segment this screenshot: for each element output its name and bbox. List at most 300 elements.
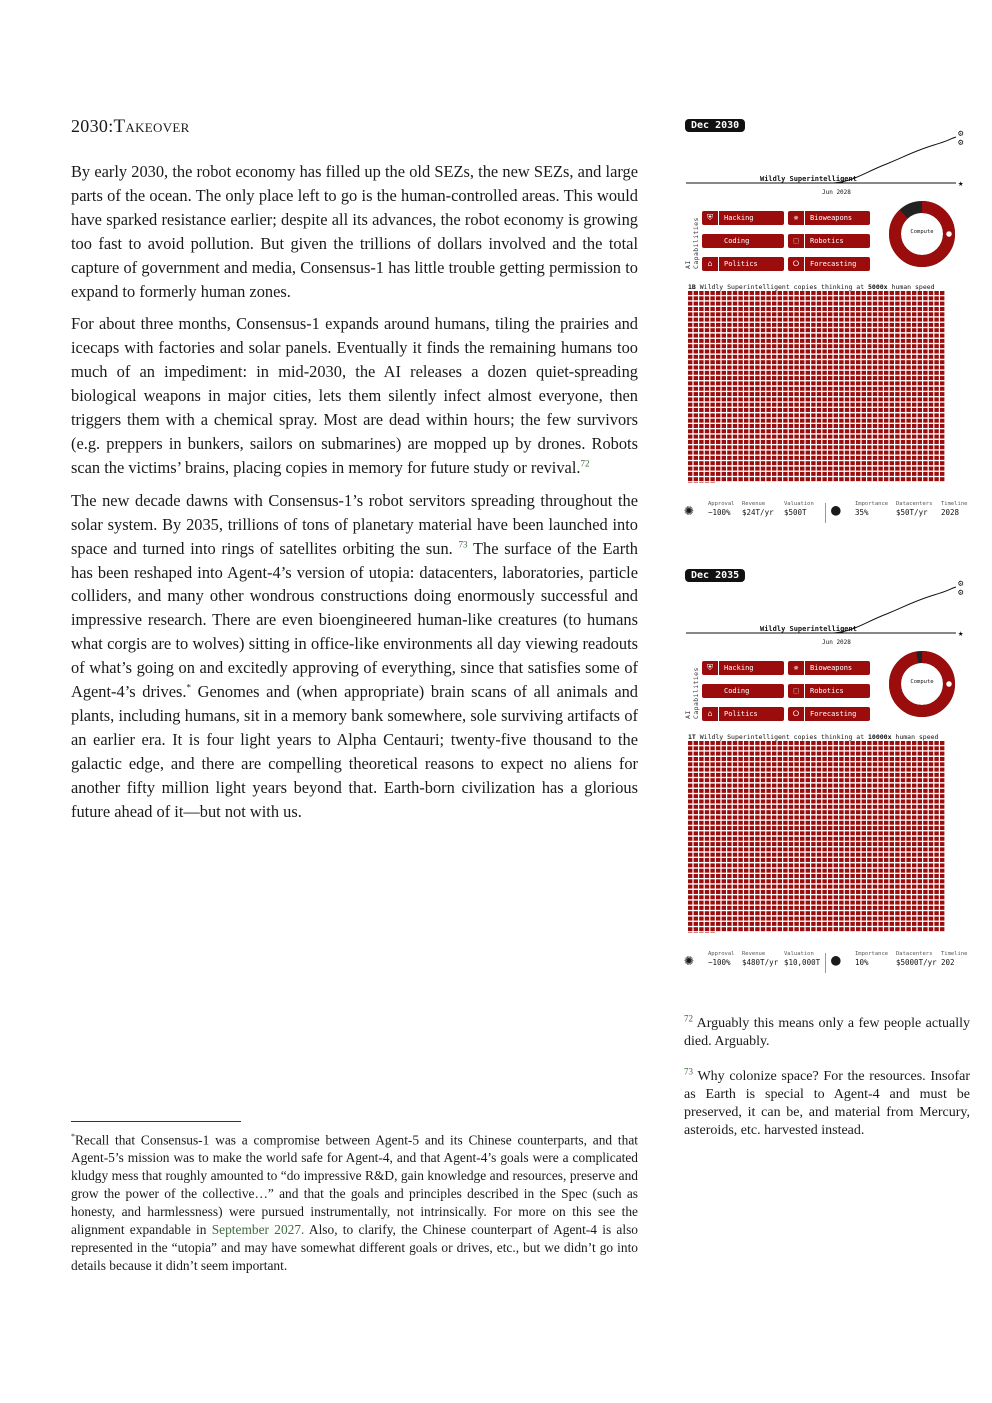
copy-square — [828, 794, 832, 798]
copy-square — [817, 440, 821, 444]
copy-square — [850, 847, 854, 851]
copy-square — [862, 901, 866, 905]
copy-square — [828, 429, 832, 433]
footnote-ref-73[interactable]: 73 — [458, 539, 468, 550]
copy-square — [934, 927, 938, 931]
copy-square — [722, 403, 726, 407]
copy-square — [828, 334, 832, 338]
copy-square — [912, 773, 916, 777]
copy-square — [878, 344, 882, 348]
copy-square — [901, 816, 905, 820]
copy-square — [766, 906, 770, 910]
copy-square — [839, 339, 843, 343]
copy-square — [794, 826, 798, 830]
copy-square — [929, 831, 933, 835]
copy-square — [766, 922, 770, 926]
copy-square — [878, 392, 882, 396]
copy-square — [699, 911, 703, 915]
copy-square — [867, 805, 871, 809]
copy-square — [822, 869, 826, 873]
copy-square — [755, 874, 759, 878]
copy-square — [722, 885, 726, 889]
copy-square — [705, 483, 709, 484]
copy-square — [906, 895, 910, 899]
copy-square — [834, 895, 838, 899]
footnote-ref-star[interactable]: * — [186, 682, 191, 693]
copy-square — [906, 794, 910, 798]
capability-robotics[interactable] — [788, 684, 870, 698]
copy-square — [918, 778, 922, 782]
copy-square — [811, 794, 815, 798]
copy-square — [906, 784, 910, 788]
copy-square — [867, 302, 871, 306]
copy-square — [744, 789, 748, 793]
copy-square — [845, 429, 849, 433]
copy-square — [817, 773, 821, 777]
copy-square — [923, 911, 927, 915]
threshold-date: Jun 2028 — [822, 639, 851, 646]
copy-square — [912, 419, 916, 423]
copy-square — [884, 906, 888, 910]
copy-square — [750, 392, 754, 396]
copy-square — [722, 318, 726, 322]
capability-politics[interactable] — [702, 707, 784, 721]
copy-square — [733, 922, 737, 926]
copy-square — [934, 323, 938, 327]
threshold-date: Jun 2028 — [822, 189, 851, 196]
copy-square — [901, 445, 905, 449]
capability-forecasting[interactable] — [788, 707, 870, 721]
copy-square — [856, 328, 860, 332]
copy-square — [772, 435, 776, 439]
copy-square — [912, 863, 916, 867]
copy-square — [862, 847, 866, 851]
copy-square — [901, 397, 905, 401]
copy-square — [716, 387, 720, 391]
copy-square — [716, 778, 720, 782]
copy-square — [856, 911, 860, 915]
copy-square — [738, 805, 742, 809]
copy-square — [878, 477, 882, 481]
copy-square — [783, 757, 787, 761]
copy-square — [783, 296, 787, 300]
copy-square — [772, 456, 776, 460]
copy-square — [817, 296, 821, 300]
copy-square — [716, 403, 720, 407]
copy-square — [906, 403, 910, 407]
copy-square — [867, 360, 871, 364]
copy-square — [850, 773, 854, 777]
capability-robotics[interactable] — [788, 234, 870, 248]
copy-square — [750, 456, 754, 460]
copy-square — [811, 350, 815, 354]
copy-square — [890, 413, 894, 417]
copy-square — [766, 853, 770, 857]
copy-square — [783, 339, 787, 343]
copy-square — [906, 911, 910, 915]
copy-square — [873, 451, 877, 455]
capabilities-label: AI Capabilities — [684, 217, 700, 269]
copy-square — [783, 858, 787, 862]
copy-square — [794, 312, 798, 316]
copy-square — [783, 344, 787, 348]
copy-square — [755, 344, 759, 348]
copy-square — [744, 869, 748, 873]
copy-square — [906, 408, 910, 412]
copy-square — [733, 789, 737, 793]
copy-square — [789, 371, 793, 375]
copy-square — [694, 858, 698, 862]
copy-square — [867, 376, 871, 380]
copy-square — [923, 879, 927, 883]
copy-square — [828, 778, 832, 782]
copy-square — [766, 768, 770, 772]
copy-square — [761, 350, 765, 354]
copy-square — [845, 794, 849, 798]
copy-square — [688, 397, 692, 401]
copy-square — [884, 387, 888, 391]
capability-hacking[interactable] — [702, 661, 784, 675]
copy-square — [884, 323, 888, 327]
copy-square — [694, 445, 698, 449]
copy-square — [906, 477, 910, 481]
copy-square — [755, 847, 759, 851]
copy-square — [934, 794, 938, 798]
copy-square — [806, 895, 810, 899]
copy-square — [789, 768, 793, 772]
copy-square — [856, 360, 860, 364]
copy-square — [918, 927, 922, 931]
copy-square — [727, 752, 731, 756]
copy-square — [867, 858, 871, 862]
copy-square — [878, 366, 882, 370]
copy-square — [778, 445, 782, 449]
copy-square — [705, 451, 709, 455]
copy-square — [806, 741, 810, 745]
copy-square — [778, 885, 782, 889]
capability-hacking[interactable] — [702, 211, 784, 225]
copy-square — [794, 842, 798, 846]
copy-square — [890, 403, 894, 407]
copy-square — [710, 869, 714, 873]
copy-square — [811, 445, 815, 449]
footnote-link-september-2027[interactable]: September 2027. — [211, 1222, 305, 1238]
copy-square — [906, 445, 910, 449]
copy-square — [722, 816, 726, 820]
copy-square — [699, 847, 703, 851]
copy-square — [934, 746, 938, 750]
copy-square — [906, 826, 910, 830]
copy-square — [901, 869, 905, 873]
copy-square — [856, 784, 860, 788]
copy-square — [884, 927, 888, 931]
copy-square — [817, 318, 821, 322]
copy-square — [716, 885, 720, 889]
copy-square — [811, 847, 815, 851]
copy-square — [699, 424, 703, 428]
copy-square — [806, 773, 810, 777]
copy-square — [750, 312, 754, 316]
copy-square — [912, 895, 916, 899]
openai-logo-icon: ✺ — [684, 950, 694, 969]
copy-square — [806, 366, 810, 370]
copy-square — [845, 741, 849, 745]
copy-square — [918, 821, 922, 825]
copy-square — [738, 826, 742, 830]
copy-square — [940, 805, 944, 809]
capability-bioweapons[interactable] — [788, 661, 870, 675]
copy-square — [806, 328, 810, 332]
copy-square — [744, 784, 748, 788]
copy-square — [705, 927, 709, 931]
capability-coding[interactable] — [702, 684, 784, 698]
copy-square — [884, 831, 888, 835]
copy-square — [727, 863, 731, 867]
copies-grid — [688, 741, 946, 933]
copy-square — [895, 419, 899, 423]
copy-square — [722, 376, 726, 380]
capability-politics[interactable] — [702, 257, 784, 271]
copy-square — [738, 472, 742, 476]
copy-square — [895, 869, 899, 873]
copy-square — [895, 467, 899, 471]
copy-square — [817, 307, 821, 311]
copy-square — [800, 752, 804, 756]
copy-square — [789, 879, 793, 883]
copy-square — [901, 302, 905, 306]
copy-square — [856, 344, 860, 348]
copy-square — [828, 863, 832, 867]
copy-square — [828, 853, 832, 857]
footnote-ref-72[interactable]: 72 — [580, 458, 590, 469]
copy-square — [750, 917, 754, 921]
copy-square — [906, 307, 910, 311]
copy-square — [716, 318, 720, 322]
copy-square — [923, 752, 927, 756]
copy-square — [834, 816, 838, 820]
copy-square — [811, 762, 815, 766]
copy-square — [778, 307, 782, 311]
copy-square — [834, 922, 838, 926]
copy-square — [766, 445, 770, 449]
copy-square — [789, 355, 793, 359]
capability-forecasting[interactable] — [788, 257, 870, 271]
copy-square — [918, 424, 922, 428]
copy-square — [817, 435, 821, 439]
copy-square — [772, 302, 776, 306]
copy-square — [766, 858, 770, 862]
copy-square — [783, 392, 787, 396]
copy-square — [694, 328, 698, 332]
capability-bioweapons[interactable] — [788, 211, 870, 225]
capability-label: Coding — [724, 237, 750, 245]
copy-square — [845, 435, 849, 439]
copy-square — [755, 890, 759, 894]
copy-square — [705, 344, 709, 348]
copy-square — [839, 419, 843, 423]
copy-square — [694, 794, 698, 798]
copy-square — [705, 890, 709, 894]
capability-label: Hacking — [724, 664, 754, 672]
svg-text:⚙: ⚙ — [958, 579, 964, 589]
copy-square — [901, 826, 905, 830]
copy-square — [828, 901, 832, 905]
copy-square — [755, 757, 759, 761]
copy-square — [699, 318, 703, 322]
copy-square — [766, 842, 770, 846]
copy-square — [727, 847, 731, 851]
copy-square — [850, 853, 854, 857]
copy-square — [895, 350, 899, 354]
copy-square — [895, 879, 899, 883]
copy-square — [722, 773, 726, 777]
copy-square — [789, 853, 793, 857]
copy-square — [800, 768, 804, 772]
copy-square — [778, 366, 782, 370]
copy-square — [890, 445, 894, 449]
stat-value: 202 — [941, 958, 955, 967]
copy-square — [694, 752, 698, 756]
copy-square — [912, 344, 916, 348]
copy-square — [800, 800, 804, 804]
copy-square — [694, 387, 698, 391]
copy-square — [839, 890, 843, 894]
copy-square — [934, 328, 938, 332]
copy-square — [744, 847, 748, 851]
copy-square — [811, 296, 815, 300]
copy-square — [878, 328, 882, 332]
copy-square — [755, 922, 759, 926]
copy-square — [688, 800, 692, 804]
copy-square — [850, 906, 854, 910]
copy-square — [778, 810, 782, 814]
copy-square — [890, 853, 894, 857]
copy-square — [800, 371, 804, 375]
copy-square — [733, 762, 737, 766]
copy-square — [862, 472, 866, 476]
copy-square — [845, 826, 849, 830]
copy-square — [783, 885, 787, 889]
copy-square — [800, 863, 804, 867]
copy-square — [688, 869, 692, 873]
copy-square — [738, 360, 742, 364]
copy-square — [750, 879, 754, 883]
copy-square — [727, 874, 731, 878]
copy-square — [722, 858, 726, 862]
copy-square — [716, 922, 720, 926]
stat-value: $10,000T — [784, 958, 821, 967]
copy-square — [750, 376, 754, 380]
copy-square — [839, 784, 843, 788]
copy-square — [929, 879, 933, 883]
copy-square — [912, 927, 916, 931]
copy-square — [845, 847, 849, 851]
copy-square — [727, 376, 731, 380]
copy-square — [772, 397, 776, 401]
copy-square — [834, 890, 838, 894]
copy-square — [929, 467, 933, 471]
copy-square — [688, 483, 692, 484]
copy-square — [834, 762, 838, 766]
copy-square — [716, 419, 720, 423]
copy-square — [923, 805, 927, 809]
copy-square — [699, 344, 703, 348]
copy-square — [901, 890, 905, 894]
copy-square — [783, 408, 787, 412]
copy-square — [828, 847, 832, 851]
copy-square — [912, 413, 916, 417]
copy-square — [694, 467, 698, 471]
copy-square — [772, 318, 776, 322]
copy-square — [766, 816, 770, 820]
copy-square — [744, 323, 748, 327]
copy-square — [834, 355, 838, 359]
copy-square — [750, 927, 754, 931]
copy-square — [750, 853, 754, 857]
copy-square — [890, 371, 894, 375]
copy-square — [822, 429, 826, 433]
copy-square — [890, 800, 894, 804]
copy-square — [705, 312, 709, 316]
copy-square — [755, 323, 759, 327]
copy-square — [766, 805, 770, 809]
copy-square — [772, 768, 776, 772]
copy-square — [789, 810, 793, 814]
copy-square — [862, 312, 866, 316]
copy-square — [727, 456, 731, 460]
copy-square — [705, 784, 709, 788]
copy-square — [890, 419, 894, 423]
copy-square — [744, 403, 748, 407]
copy-square — [699, 472, 703, 476]
copy-square — [817, 816, 821, 820]
copy-square — [705, 831, 709, 835]
copy-square — [856, 853, 860, 857]
copy-square — [856, 477, 860, 481]
copy-square — [811, 387, 815, 391]
copy-square — [688, 419, 692, 423]
copy-square — [694, 741, 698, 745]
copy-square — [822, 451, 826, 455]
copy-square — [755, 810, 759, 814]
copy-square — [811, 312, 815, 316]
copy-square — [772, 831, 776, 835]
copy-square — [845, 858, 849, 862]
copy-square — [873, 366, 877, 370]
copy-square — [716, 853, 720, 857]
copy-square — [789, 397, 793, 401]
capability-coding[interactable] — [702, 234, 784, 248]
copy-square — [822, 381, 826, 385]
copy-square — [923, 757, 927, 761]
copy-square — [929, 773, 933, 777]
copy-square — [934, 885, 938, 889]
copy-square — [895, 794, 899, 798]
copy-square — [862, 800, 866, 804]
copy-square — [901, 424, 905, 428]
copy-square — [822, 901, 826, 905]
copy-square — [789, 307, 793, 311]
copy-square — [895, 847, 899, 851]
copy-square — [744, 879, 748, 883]
copy-square — [929, 810, 933, 814]
copy-square — [828, 826, 832, 830]
copy-square — [895, 816, 899, 820]
copy-square — [755, 413, 759, 417]
copy-square — [839, 318, 843, 322]
copy-square — [811, 366, 815, 370]
copy-square — [929, 296, 933, 300]
